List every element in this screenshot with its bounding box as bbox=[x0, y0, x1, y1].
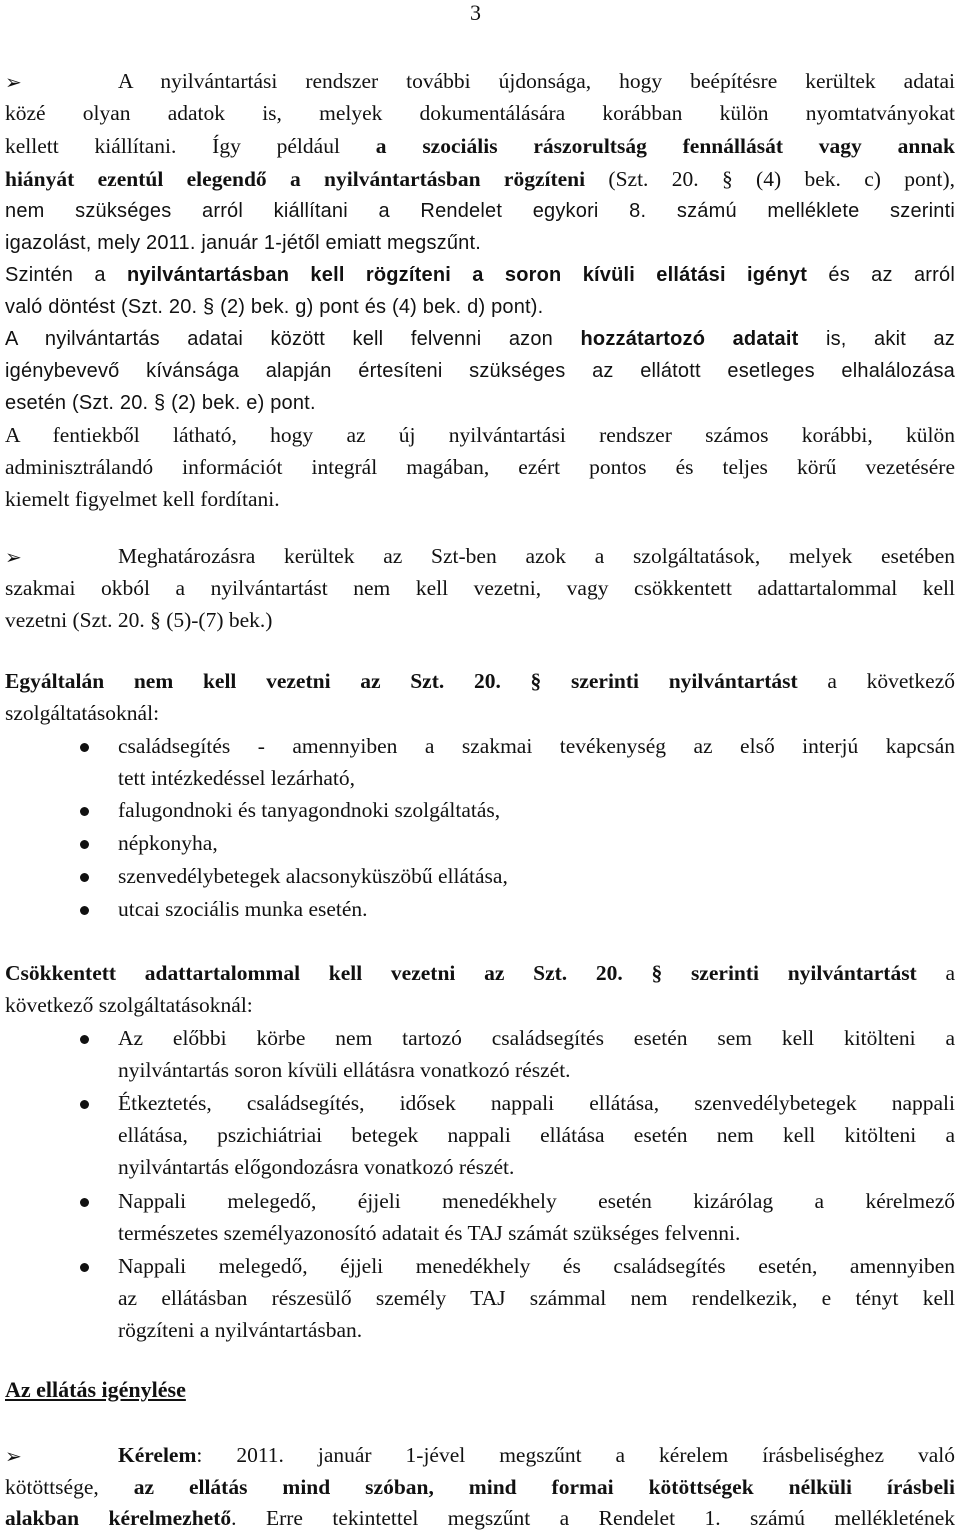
bullet-dot-icon bbox=[80, 1035, 89, 1044]
list-item: tett intézkedéssel lezárható, bbox=[118, 766, 355, 790]
list-item: Étkeztetés, családsegítés, idősek nappali ellátása, szenvedélybetegek nappali bbox=[118, 1091, 955, 1115]
bullet-dot-icon bbox=[80, 906, 89, 915]
list-item: nyilvántartás előgondozásra vonatkozó részét. bbox=[118, 1155, 515, 1179]
list-item: családsegítés - amennyiben a szakmai tevékenység az első interjú kapcsán bbox=[118, 734, 955, 758]
bullet-dot-icon bbox=[80, 743, 89, 752]
list-item: Nappali melegedő, éjjeli menedékhely és családsegítés esetén, amennyiben bbox=[118, 1254, 955, 1278]
bullet-dot-icon bbox=[80, 807, 89, 816]
text-line: Csökkentett adattartalommal kell vezetni az Szt. 20. § szerinti nyilvántartást a bbox=[5, 961, 955, 985]
text-line: hiányát ezentúl elegendő a nyilvántartásban rögzíteni (Szt. 20. § (4) bek. c) pont), bbox=[5, 167, 955, 191]
text-line: vezetni (Szt. 20. § (5)-(7) bek.) bbox=[5, 608, 273, 632]
list-item: nyilvántartás soron kívüli ellátásra vonatkozó részét. bbox=[118, 1058, 571, 1082]
text-line: Meghatározásra kerültek az Szt-ben azok a szolgáltatások, melyek esetében bbox=[118, 544, 955, 568]
list-item: népkonyha, bbox=[118, 831, 218, 855]
arrow-bullet-icon: ➢ bbox=[5, 1446, 22, 1468]
text-line: következő szolgáltatásoknál: bbox=[5, 993, 253, 1017]
text-line: A nyilvántartási rendszer további újdonsága, hogy beépítésre kerültek adatai bbox=[118, 69, 955, 93]
arrow-bullet-icon: ➢ bbox=[5, 72, 22, 94]
text-line: esetén (Szt. 20. § (2) bek. e) pont. bbox=[5, 392, 316, 414]
text-line: A nyilvántartás adatai között kell felvenni azon hozzátartozó adatait is, akit az bbox=[5, 328, 955, 350]
page-number: 3 bbox=[470, 0, 481, 25]
text-line: Kérelem: 2011. január 1-jével megszűnt a kérelem írásbeliséghez való bbox=[118, 1443, 955, 1467]
text-line: kellett kiállítani. Így például a szociális rászorultság fennállását vagy annak bbox=[5, 134, 955, 158]
text-line: kiemelt figyelmet kell fordítani. bbox=[5, 487, 280, 511]
text-line: Szintén a nyilvántartásban kell rögzíteni a soron kívüli ellátási igényt és az arról bbox=[5, 264, 955, 286]
section-heading: Az ellátás igénylése bbox=[5, 1377, 186, 1402]
text-line: igénybevevő kívánsága alapján értesíteni szükséges az ellátott esetleges elhalálozása bbox=[5, 360, 955, 382]
list-item: falugondnoki és tanyagondnoki szolgáltatás, bbox=[118, 798, 501, 822]
text-line: alakban kérelmezhető. Erre tekintettel megszűnt a Rendelet 1. számú mellékletének bbox=[5, 1506, 956, 1530]
list-item: rögzíteni a nyilvántartásban. bbox=[118, 1318, 363, 1342]
arrow-bullet-icon: ➢ bbox=[5, 547, 22, 569]
bullet-dot-icon bbox=[80, 1198, 89, 1207]
list-item: ellátása, pszichiátriai betegek nappali ellátása esetén nem kell kitölteni a bbox=[118, 1123, 955, 1147]
bullet-dot-icon bbox=[80, 1263, 89, 1272]
list-item: természetes személyazonosító adatait és TAJ számát szükséges felvenni. bbox=[118, 1221, 741, 1245]
bullet-dot-icon bbox=[80, 1100, 89, 1109]
text-line: való döntést (Szt. 20. § (2) bek. g) pont és (4) bek. d) pont). bbox=[5, 296, 544, 318]
text-line: igazolást, mely 2011. január 1-jétől emiatt megszűnt. bbox=[5, 232, 482, 254]
text-line: közé olyan adatok is, melyek dokumentálására korábban külön nyomtatványokat bbox=[5, 101, 955, 125]
list-item: Nappali melegedő, éjjeli menedékhely esetén kizárólag a kérelmező bbox=[118, 1189, 955, 1213]
text-line: nem szükséges arról kiállítani a Rendelet egykori 8. számú melléklete szerinti bbox=[5, 200, 955, 222]
text-line: adminisztrálandó információt integrál magában, ezért pontos és teljes körű vezetésére bbox=[5, 455, 955, 479]
text-line: kötöttsége, az ellátás mind szóban, mind formai kötöttségek nélküli írásbeli bbox=[5, 1475, 955, 1499]
list-item: az ellátásban részesülő személy TAJ számmal nem rendelkezik, e tényt kell bbox=[118, 1286, 955, 1310]
list-item: utcai szociális munka esetén. bbox=[118, 897, 368, 921]
bullet-dot-icon bbox=[80, 840, 89, 849]
text-line: szolgáltatásoknál: bbox=[5, 701, 160, 725]
list-item: szenvedélybetegek alacsonyküszöbű ellátása, bbox=[118, 864, 508, 888]
text-line: A fentiekből látható, hogy az új nyilvántartási rendszer számos korábbi, külön bbox=[5, 423, 955, 447]
bullet-dot-icon bbox=[80, 873, 89, 882]
list-item: Az előbbi körbe nem tartozó családsegítés esetén sem kell kitölteni a bbox=[118, 1026, 955, 1050]
text-line: szakmai okból a nyilvántartást nem kell vezetni, vagy csökkentett adattartalommal kell bbox=[5, 576, 955, 600]
text-line: Egyáltalán nem kell vezetni az Szt. 20. § szerinti nyilvántartást a következő bbox=[5, 669, 955, 693]
